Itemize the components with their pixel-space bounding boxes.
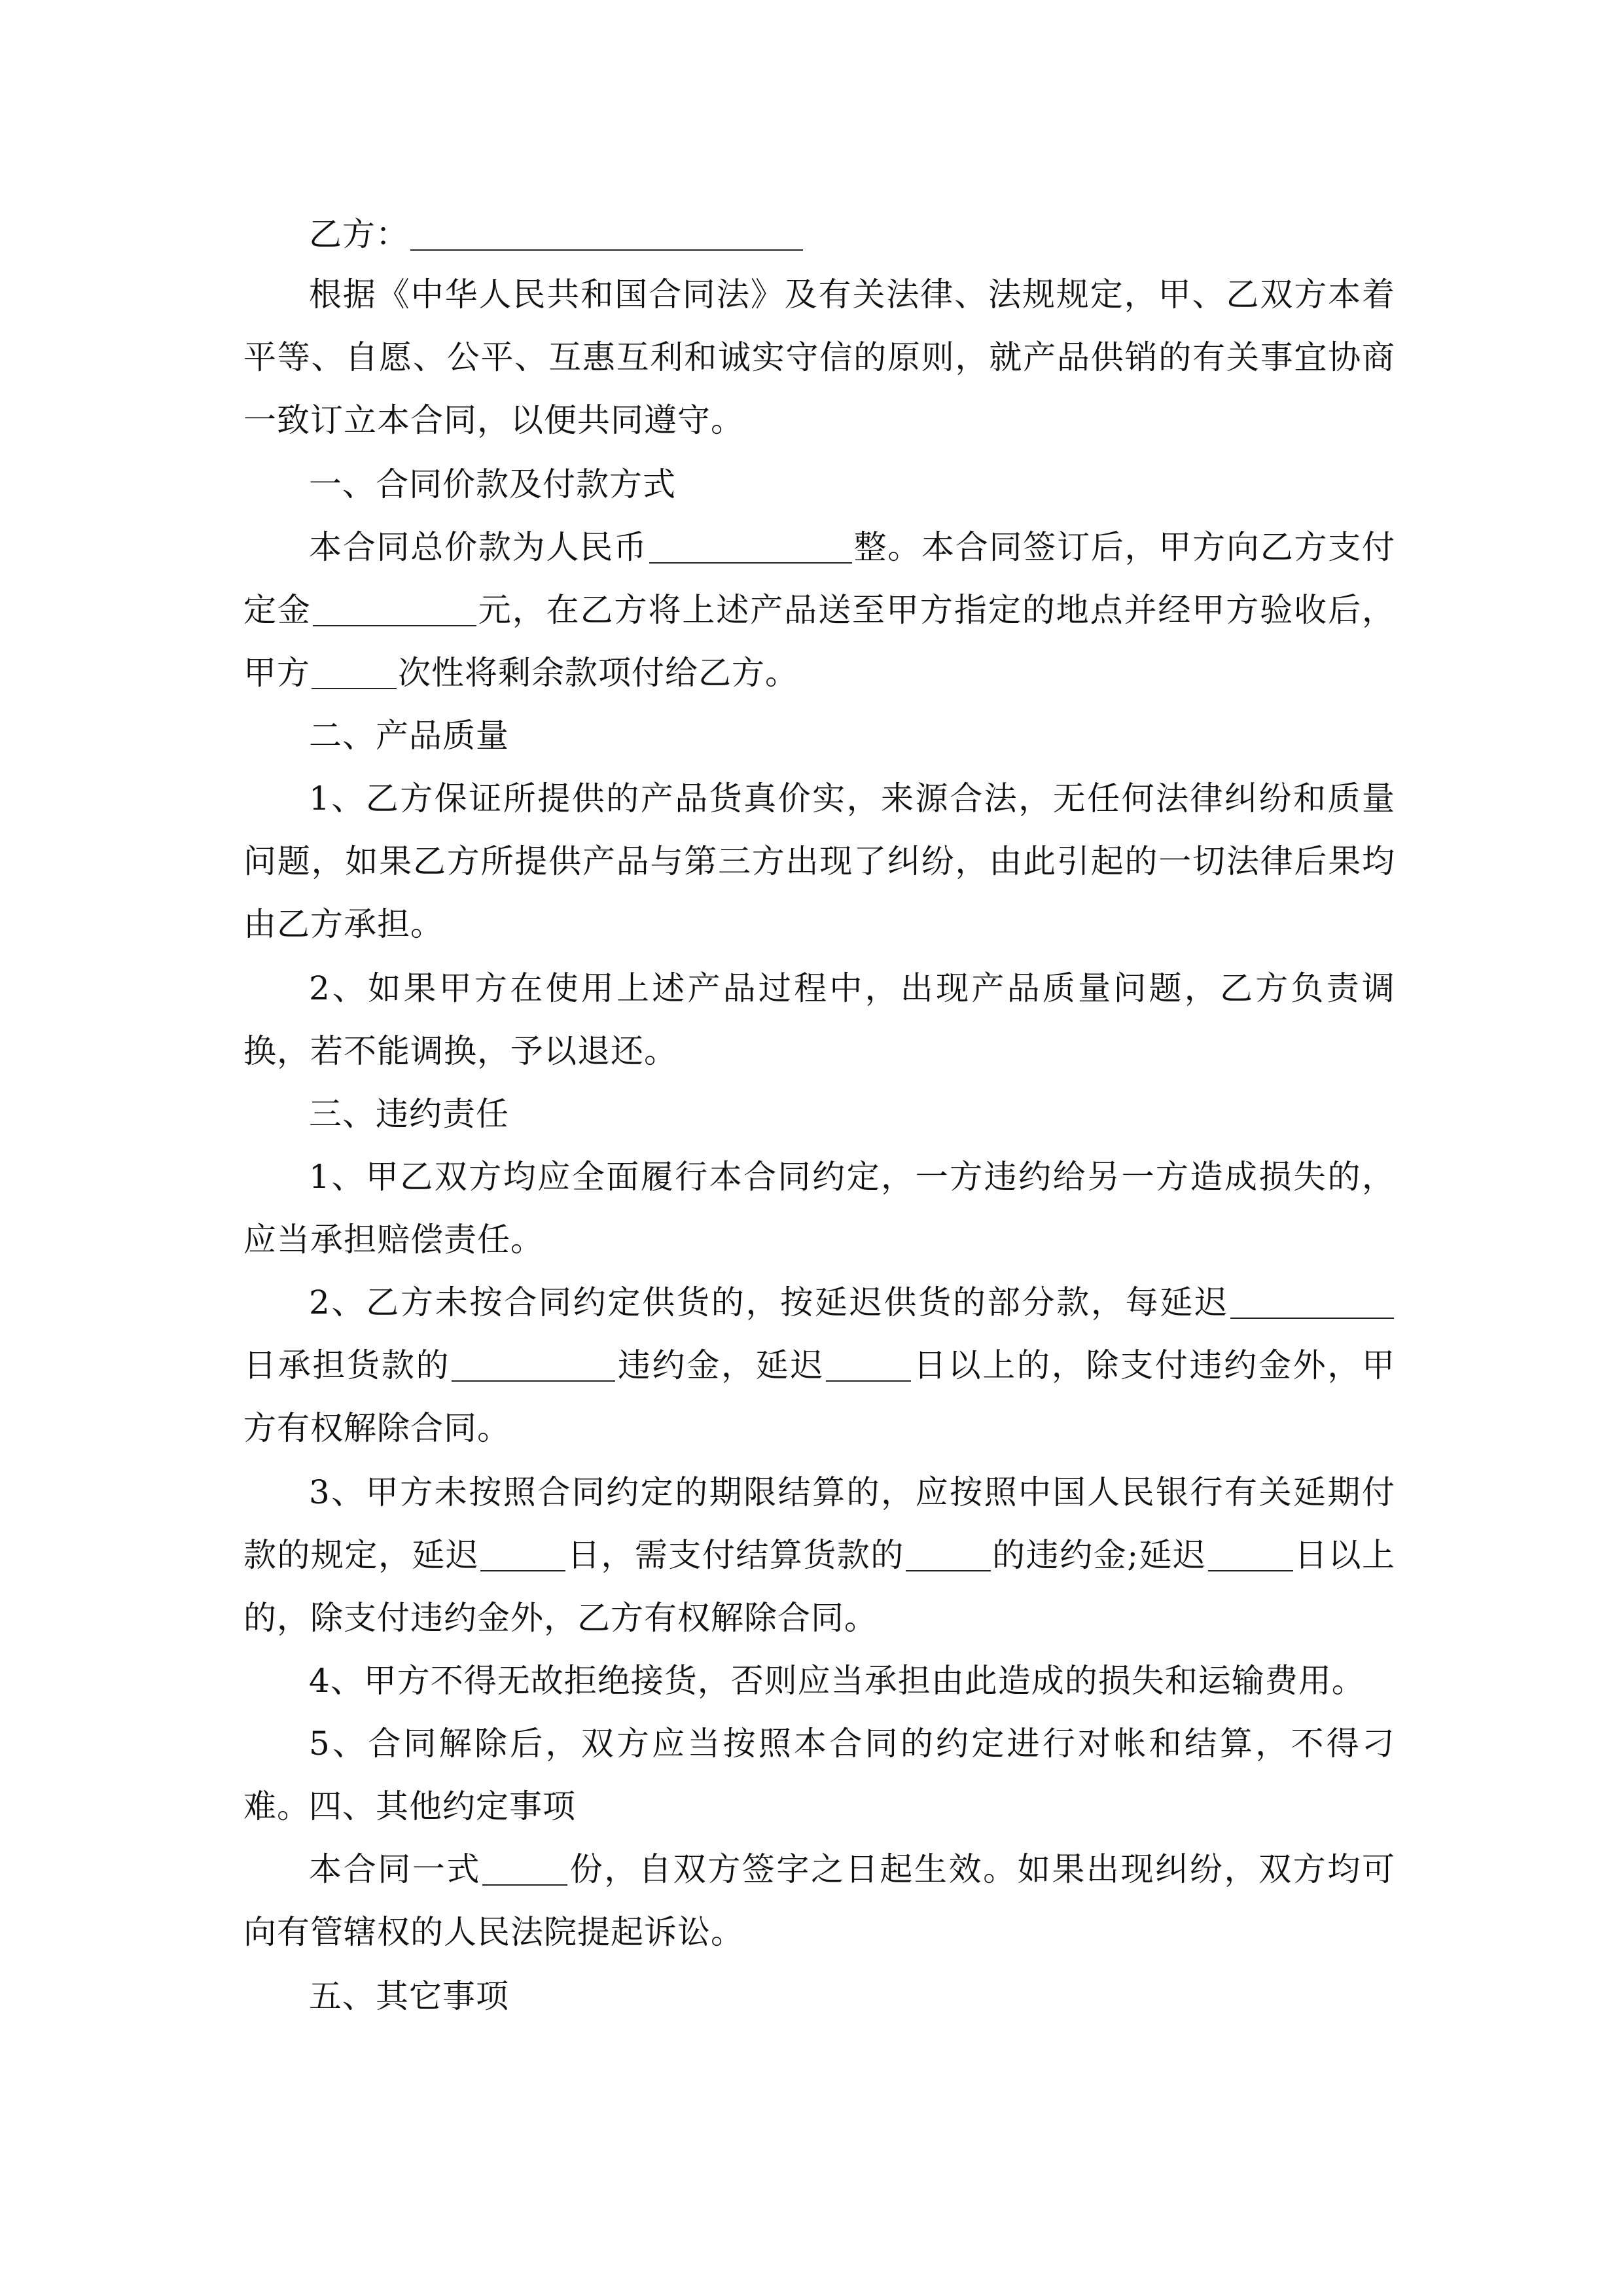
section-3-title: 三、违约责任 [309, 1095, 509, 1133]
copies-blank[interactable] [482, 1848, 567, 1886]
section-4-paragraph [243, 1838, 1395, 1964]
s3-item3-text-d: 日以上的，除支付违约金外，乙方有权解除合同。 [243, 1536, 1396, 1637]
section-4-title: 四、其他约定事项 [309, 1787, 576, 1825]
total-price-blank[interactable] [649, 526, 852, 564]
s3-item2-text-c: 违约金，延迟 [616, 1346, 825, 1384]
s1-text-a: 本合同总价款为人民币 [309, 528, 648, 566]
party-b-line [243, 203, 1395, 266]
s1-text-b: 整。本合同签订后，甲方向乙方支付定金 [243, 528, 1396, 629]
s3-item3-text-a: 3、甲方未按照合同约定的期限结算的，应按照中国人民银行有关延期付款的规定，延迟 [243, 1473, 1395, 1574]
party-b-label: 乙方： [309, 215, 409, 253]
s3-item3-text-b: 日，需支付结算货款的 [567, 1536, 904, 1574]
s3-item2-text-b: 日承担货款的 [243, 1346, 451, 1384]
s1-text-c: 元，在乙方将上述产品送至甲方指定的地点并经甲方验收后，甲方 [243, 591, 1396, 692]
max-delay-days-blank[interactable] [826, 1344, 911, 1382]
section-1-title: 一、合同价款及付款方式 [309, 465, 676, 503]
section-3-item-4: 4、甲方不得无故拒绝接货，否则应当承担由此造成的损失和运输费用。 [309, 1662, 1365, 1700]
s3-item2-text-a: 2、乙方未按合同约定供货的，按延迟供货的部分款，每延迟 [309, 1283, 1229, 1321]
intro-paragraph: 根据《中华人民共和国合同法》及有关法律、法规规定，甲、乙双方本着平等、自愿、公平、互惠互利和诚实守信的原则，就产品供销的有关事宜协商一致订立本合同，以便共同遵守。 [243, 276, 1395, 439]
delay-days-blank[interactable] [1230, 1281, 1394, 1319]
section-1-paragraph [243, 516, 1395, 704]
deposit-blank[interactable] [313, 588, 476, 626]
s3-item3-text-c: 的违约金;延迟 [991, 1536, 1207, 1574]
payment-delay-days-blank[interactable] [480, 1534, 565, 1571]
payment-times-blank[interactable] [312, 651, 397, 689]
s4-text-b: 份，自双方签字之日起生效。如果出现纠纷，双方均可向有管辖权的人民法院提起诉讼。 [243, 1850, 1396, 1951]
section-2-item-2: 2、如果甲方在使用上述产品过程中，出现产品质量问题，乙方负责调换，若不能调换，予以退还。 [243, 969, 1395, 1070]
section-3-item-3 [243, 1461, 1395, 1649]
s1-text-d: 次性将剩余款项付给乙方。 [398, 654, 798, 692]
s4-text-a: 本合同一式 [309, 1850, 482, 1888]
payment-max-delay-blank[interactable] [1208, 1534, 1293, 1571]
penalty-rate-blank[interactable] [452, 1344, 615, 1382]
section-5-title: 五、其它事项 [309, 1977, 509, 2015]
section-2-item-1: 1、乙方保证所提供的产品货真价实，来源合法，无任何法律纠纷和质量问题，如果乙方所提供产品与第三方出现了纠纷，由此引起的一切法律后果均由乙方承担。 [243, 780, 1395, 943]
payment-penalty-blank[interactable] [906, 1534, 991, 1571]
s3-item2-text-d: 日以上的，除支付违约金外，甲方有权解除合同。 [243, 1346, 1396, 1447]
section-2-title: 二、产品质量 [309, 717, 509, 755]
section-3-item-2 [243, 1271, 1395, 1460]
section-3-item-1: 1、甲乙双方均应全面履行本合同约定，一方违约给另一方造成损失的，应当承担赔偿责任。 [243, 1158, 1395, 1259]
party-b-blank[interactable] [410, 213, 803, 251]
section-3-item-5: 5、合同解除后，双方应当按照本合同的约定进行对帐和结算，不得刁难。 [243, 1725, 1395, 1825]
